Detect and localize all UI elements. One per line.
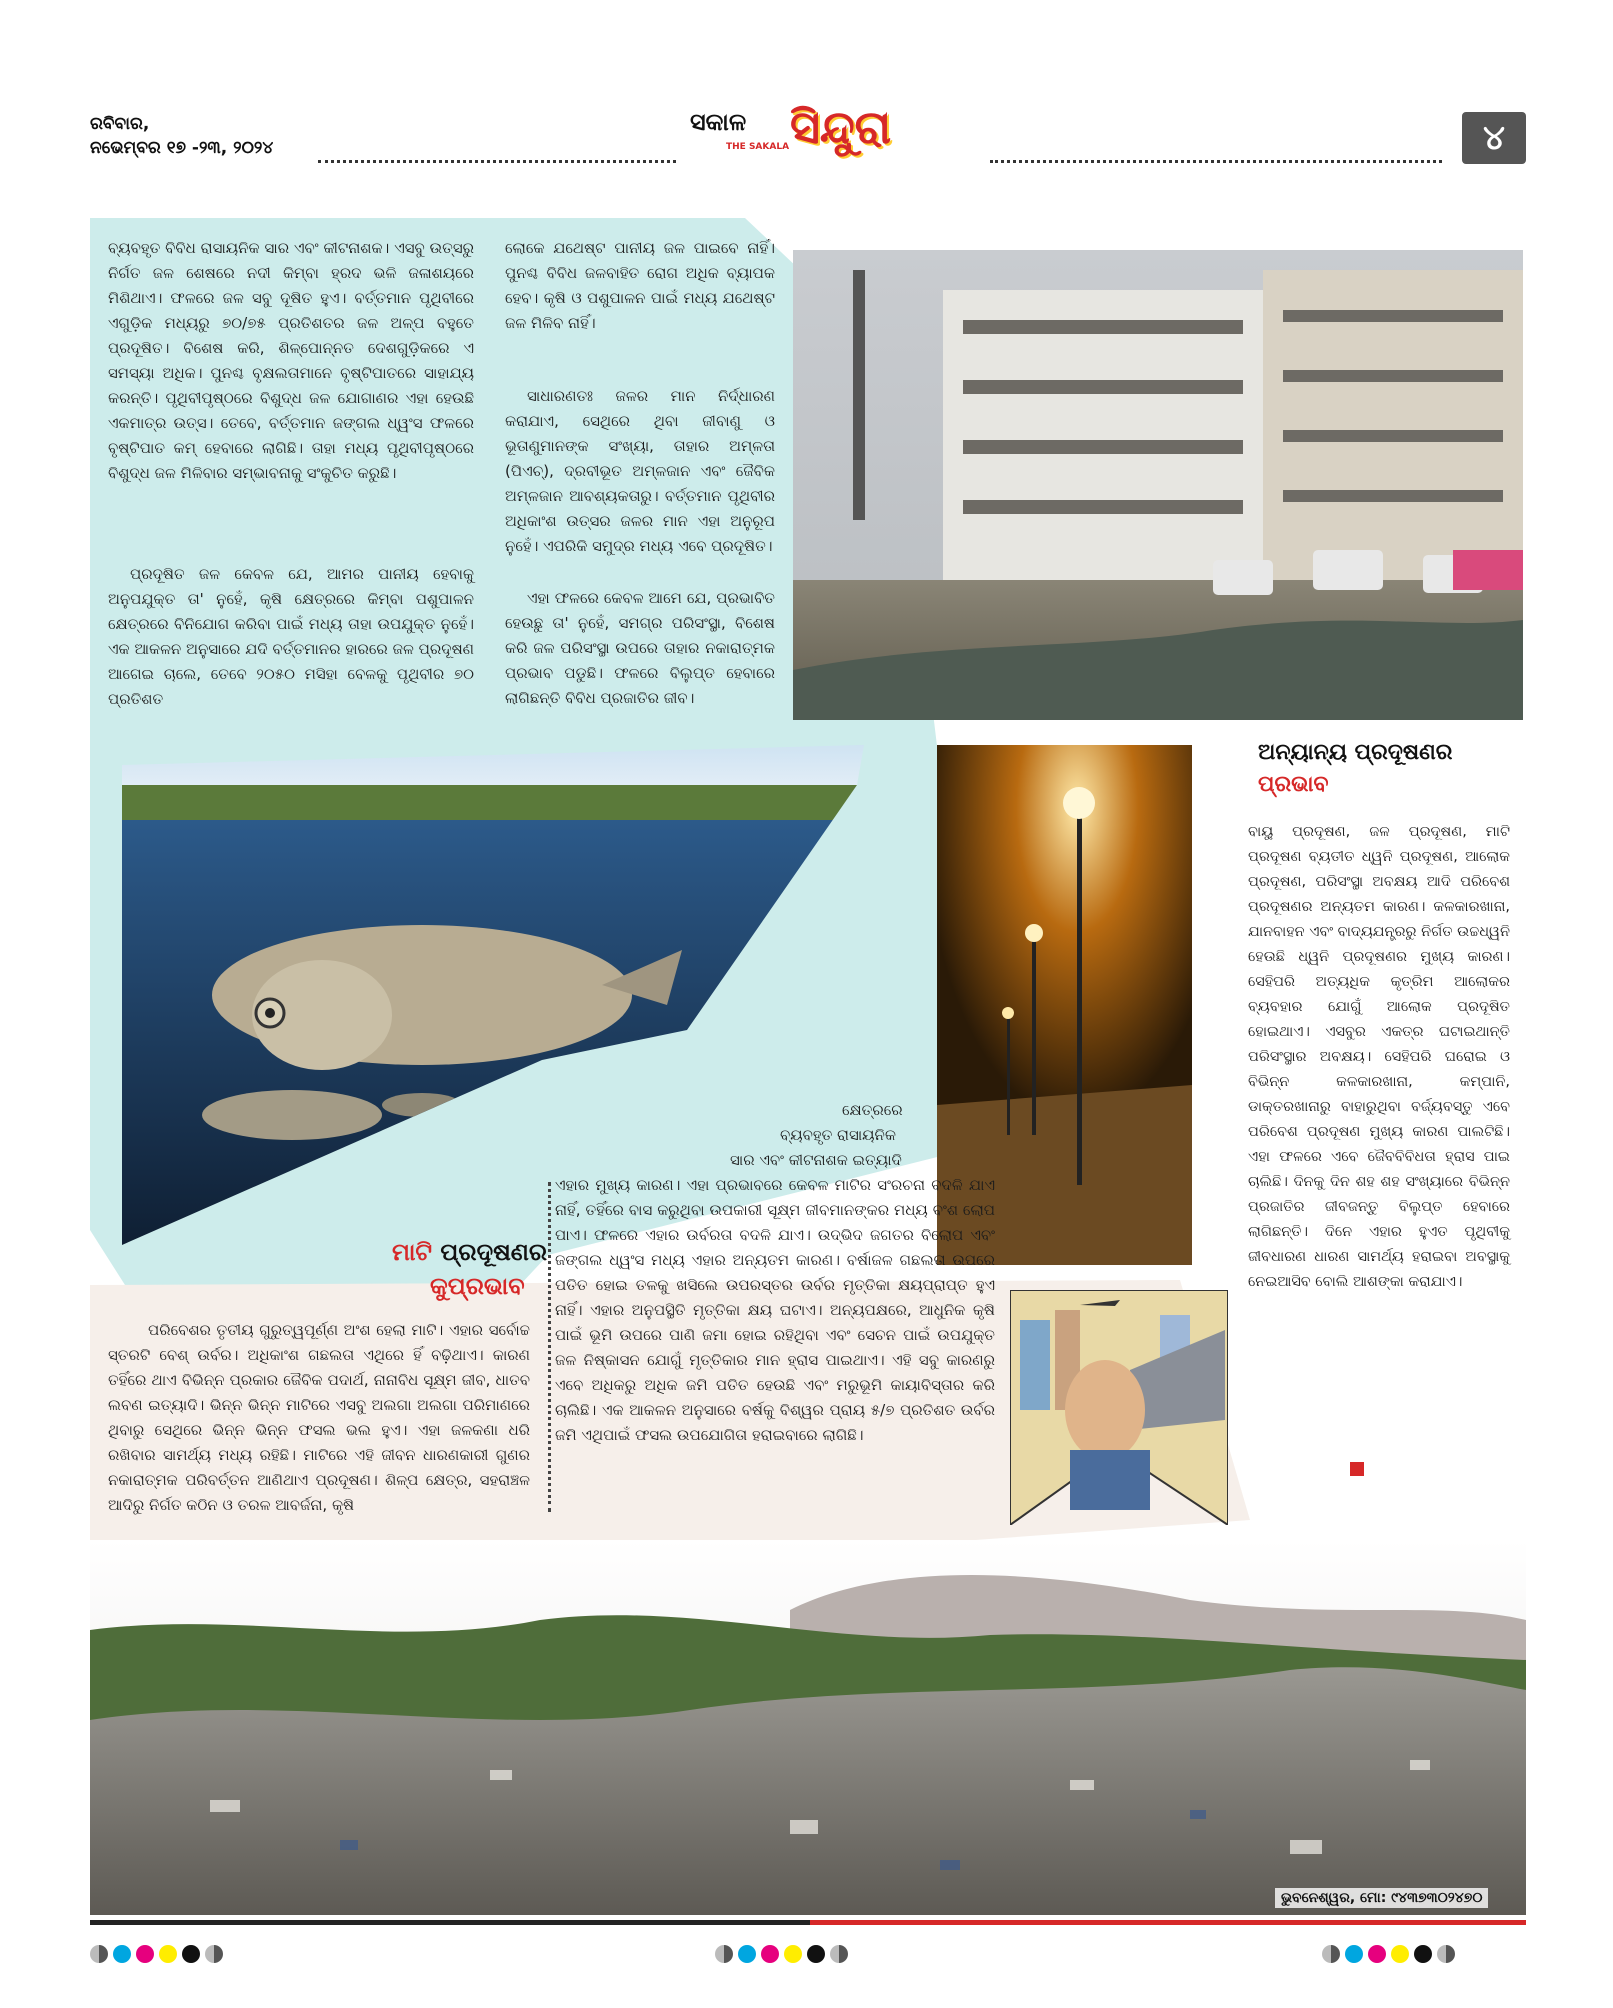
byline: ଭୁବନେଶ୍ୱର, ମୋ: ୯୪୩୭୩୦୨୪୭୦ <box>1275 1888 1488 1908</box>
mid-line-1: କ୍ଷେତ୍ରରେ <box>842 1101 903 1119</box>
noise-pollution-illustration <box>1010 1290 1228 1525</box>
brand-small-logo: ସକାଳ <box>690 108 747 136</box>
registration-marks-right <box>1322 1945 1460 1967</box>
brand-title: ସିନ୍ଦୁରା <box>790 100 892 154</box>
other-pollution-subheading: ପ୍ରଭାବ <box>1258 772 1329 797</box>
soil-section-rule <box>548 1182 551 1512</box>
mid-line-3: ସାର ଏବଂ କୀଟନାଶକ ଇତ୍ୟାଦି <box>730 1151 902 1169</box>
date-line-1: ରବିବାର, <box>90 114 150 134</box>
mid-line-2: ବ୍ୟବହୃତ ରାସାୟନିକ <box>780 1126 896 1144</box>
col2-paragraph-1: ଲୋକେ ଯଥେଷ୍ଟ ପାନୀୟ ଜଳ ପାଇବେ ନାହିଁ। ପୁନଶ୍ଚ ବିବିଧ ଜଳବାହିତ ରୋଗ ଅଧିକ ବ୍ୟାପକ ହେବ। କୃଷି ଓ ପଶୁପାଳନ ପାଇଁ ମଧ୍ୟ ଯଥେଷ୍ଟ ଜଳ ମିଳିବ ନାହିଁ। <box>505 239 775 332</box>
brand-small-sub: THE SAKALA <box>726 142 790 152</box>
other-pollution-heading: ଅନ୍ୟାନ୍ୟ ପ୍ରଦୂଷଣର <box>1258 740 1453 765</box>
end-mark-icon <box>1350 1462 1364 1476</box>
polluted-street-photo <box>793 250 1523 720</box>
page-number: ୪ <box>1462 112 1526 164</box>
registration-marks-left <box>90 1945 228 1967</box>
col2-paragraph-3: ଏହା ଫଳରେ କେବଳ ଆମେ ଯେ, ପ୍ରଭାବିତ ହେଉଛୁ ତା' ନୁହେଁ, ସମଗ୍ର ପରିସଂସ୍ଥା, ବିଶେଷ କରି ଜଳ ପରିସଂସ୍ଥା ଉପରେ ତାହାର ନକାରାତ୍ମକ ପ୍ରଭାବ ପଡୁଛି। ଫଳରେ ବିଲୁପ୍ତ ହେବାରେ ଲାଗିଛନ୍ତି ବିବିଧ ପ୍ରଜାତିର ଜୀବ। <box>505 589 775 707</box>
soil-subheading: କୁପ୍ରଭାବ <box>430 1272 525 1300</box>
col1-paragraph-1: ବ୍ୟବହୃତ ବିବିଧ ରାସାୟନିକ ସାର ଏବଂ କୀଟନାଶକ। ଏସବୁ ଉତ୍ସରୁ ନିର୍ଗତ ଜଳ ଶେଷରେ ନଦୀ କିମ୍ବା ହ୍ରଦ ଭଳି ଜଳାଶୟରେ ମିଶିଥାଏ। ଫଳରେ ଜଳ ସବୁ ଦୂଷିତ ହୁଏ। ବର୍ତ୍ତମାନ ପୃଥିବୀରେ ଏଗୁଡ଼ିକ ମଧ୍ୟରୁ ୭୦/୭୫ ପ୍ରତିଶତର ଜଳ ଅଳ୍ପ ବହୁତେ ପ୍ରଦୂଷିତ। ବିଶେଷ କରି, ଶିଳ୍ପୋନ୍ନତ ଦେଶଗୁଡ଼ିକରେ ଏ ସମସ୍ୟା ଅଧିକ। ପୁନଶ୍ଚ ବୃକ୍ଷଲତାମାନେ ବୃଷ୍ଟିପାତରେ ସାହାଯ୍ୟ କରନ୍ତି। ପୃଥିବୀପୃଷ୍ଠରେ ବିଶୁଦ୍ଧ ଜଳ ଯୋଗାଣର ଏହା ହେଉଛି ଏକମାତ୍ର ଉତ୍ସ। ତେବେ, ବର୍ତ୍ତମାନ ଜଙ୍ଗଲ ଧ୍ୱଂସ ଫଳରେ ବୃଷ୍ଟିପାତ କମ୍ ହେବାରେ ଲାଗିଛି। ତାହା ମଧ୍ୟ ପୃଥିବୀପୃଷ୍ଠରେ ବିଶୁଦ୍ଧ ଜଳ ମିଳିବାର ସମ୍ଭାବନାକୁ ସଂକୁଚିତ କରୁଛି। <box>108 239 474 482</box>
registration-marks-center <box>715 1945 853 1967</box>
other-pollution-text: ବାୟୁ ପ୍ରଦୂଷଣ, ଜଳ ପ୍ରଦୂଷଣ, ମାଟି ପ୍ରଦୂଷଣ ବ୍ୟତୀତ ଧ୍ୱନି ପ୍ରଦୂଷଣ, ଆଲୋକ ପ୍ରଦୂଷଣ, ପରିସଂସ୍ଥା ଅବକ୍ଷୟ ଆଦି ପରିବେଶ ପ୍ରଦୂଷଣର ଅନ୍ୟତମ କାରଣ। କଳକାରଖାନା, ଯାନବାହନ ଏବଂ ବାଦ୍ୟଯନ୍ତ୍ରରୁ ନିର୍ଗତ ଉଚ୍ଚଧ୍ୱନି ହେଉଛି ଧ୍ୱନି ପ୍ରଦୂଷଣର ମୁଖ୍ୟ କାରଣ। ସେହିପରି ଅତ୍ୟଧିକ କୃତ୍ରିମ ଆଲୋକର ବ୍ୟବହାର ଯୋଗୁଁ ଆଲୋକ ପ୍ରଦୂଷିତ ହୋଇଥାଏ। ଏସବୁର ଏକତ୍ର ଘଟାଇଥାନ୍ତି ପରିସଂସ୍ଥାର ଅବକ୍ଷୟ। ସେହିପରି ଘରୋଇ ଓ ବିଭିନ୍ନ କଳକାରଖାନା, କମ୍ପାନି, ଡାକ୍ତରଖାନାରୁ ବାହାରୁଥିବା ବର୍ଜ୍ୟବସ୍ତୁ ଏବେ ପରିବେଶ ପ୍ରଦୂଷଣ ମୁଖ୍ୟ କାରଣ ପାଲଟିଛି। ଏହା ଫଳରେ ଏବେ ଜୈବବିବିଧତା ହ୍ରାସ ପାଇ ଚାଲିଛି। ଦିନକୁ ଦିନ ଶହ ଶହ ସଂଖ୍ୟାରେ ବିଭିନ୍ନ ପ୍ରଜାତିର ଜୀବଜନ୍ତୁ ବିଲୁପ୍ତ ହେବାରେ ଲାଗିଛନ୍ତି। ଦିନେ ଏହାର ହୁଏତ ପୃଥିବୀକୁ ଜୀବଧାରଣ ଧାରଣ ସାମର୍ଥ୍ୟ ହରାଇବା ଅବସ୍ଥାକୁ ନେଇଆସିବ ବୋଲି ଆଶଙ୍କା କରାଯାଏ। <box>1248 824 1510 1290</box>
soil-heading-black: ପ୍ରଦୂଷଣର <box>440 1238 548 1266</box>
soil-text: ପରିବେଶର ତୃତୀୟ ଗୁରୁତ୍ୱପୂର୍ଣ୍ଣ ଅଂଶ ହେଲା ମାଟି। ଏହାର ସର୍ବୋଚ୍ଚ ସ୍ତରଟି ବେଶ୍ ଉର୍ବର। ଅଧିକାଂଶ ଗଛଲତା ଏଥିରେ ହିଁ ବଢ଼ିଥାଏ। କାରଣ ତହିଁରେ ଥାଏ ବିଭିନ୍ନ ପ୍ରକାର ଜୈବିକ ପଦାର୍ଥ, ନାନାବିଧ ସୂକ୍ଷ୍ମ ଜୀବ, ଧାତବ ଲବଣ ଇତ୍ୟାଦି। ଭିନ୍ନ ଭିନ୍ନ ମାଟିରେ ଏସବୁ ଅଲଗା ଅଲଗା ପରିମାଣରେ ଥିବାରୁ ସେଥିରେ ଭିନ୍ନ ଭିନ୍ନ ଫସଲ ଭଲ ହୁଏ। ଏହା ଜଳକଣା ଧରି ରଖିବାର ସାମର୍ଥ୍ୟ ମଧ୍ୟ ରହିଛି। ମାଟିରେ ଏହି ଜୀବନ ଧାରଣକାରୀ ଗୁଣର ନକାରାତ୍ମକ ପରିବର୍ତ୍ତନ ଆଣିଥାଏ ପ୍ରଦୂଷଣ। ଶିଳ୍ପ କ୍ଷେତ୍ର, ସହରାଞ୍ଚଳ ଆଦିରୁ ନିର୍ଗତ କଠିନ ଓ ତରଳ ଆବର୍ଜନା, କୃଷି <box>108 1321 530 1514</box>
footer-bar-dark <box>90 1920 810 1925</box>
garbage-landfill-photo <box>90 1540 1526 1915</box>
col2-paragraph-2: ସାଧାରଣତଃ ଜଳର ମାନ ନିର୍ଦ୍ଧାରଣ କରାଯାଏ, ସେଥିରେ ଥିବା ଜୀବାଣୁ ଓ ଭୂତାଣୁମାନଙ୍କ ସଂଖ୍ୟା, ତାହାର ଅମ୍ଳତା (ପିଏଚ୍), ଦ୍ରବୀଭୂତ ଅମ୍ଳଜାନ ଏବଂ ଜୈବିକ ଅମ୍ଳଜାନ ଆବଶ୍ୟକତାରୁ। ବର୍ତ୍ତମାନ ପୃଥିବୀର ଅଧିକାଂଶ ଉତ୍ସର ଜଳର ମାନ ଏହା ଅନୁରୂପ ନୁହେଁ। ଏପରିକି ସମୁଦ୍ର ମଧ୍ୟ ଏବେ ପ୍ରଦୂଷିତ। <box>505 387 775 555</box>
soil-heading <box>392 1238 547 1266</box>
mid-text: ଏହାର ମୁଖ୍ୟ କାରଣ। ଏହା ପ୍ରଭାବରେ କେବଳ ମାଟିର ସଂରଚନା ବଦଳି ଯାଏ ନାହିଁ, ତହିଁରେ ବାସ କରୁଥିବା ଉପକାରୀ ସୂକ୍ଷ୍ମ ଜୀବମାନଙ୍କର ମଧ୍ୟ ବଂଶ ଲୋପ ପାଏ। ଫଳରେ ଏହାର ଉର୍ବରତା ବଦଳି ଯାଏ। ଉଦ୍ଭିଦ ଜଗତର ବିଲୋପ ଏବଂ ଜଙ୍ଗଲ ଧ୍ୱଂସ ମଧ୍ୟ ଏହାର ଅନ୍ୟତମ କାରଣ। ବର୍ଷାଜଳ ଗଛଲତା ଉପରେ ପତିତ ହୋଇ ତଳକୁ ଖସିଲେ ଉପରସ୍ତର ଉର୍ବର ମୃତ୍ତିକା କ୍ଷୟପ୍ରାପ୍ତ ହୁଏ ନାହିଁ। ଏହାର ଅନୁପସ୍ଥିତି ମୃତ୍ତିକା କ୍ଷୟ ଘଟାଏ। ଅନ୍ୟପକ୍ଷରେ, ଆଧୁନିକ କୃଷି ପାଇଁ ଭୂମି ଉପରେ ପାଣି ଜମା ହୋଇ ରହିଥିବା ଏବଂ ସେଚନ ପାଇଁ ଉପଯୁକ୍ତ ଜଳ ନିଷ୍କାସନ ଯୋଗୁଁ ମୃତ୍ତିକାର ମାନ ହ୍ରାସ ପାଇଥାଏ। ଏହି ସବୁ କାରଣରୁ ଏବେ ଅଧିକରୁ ଅଧିକ ଜମି ପତିତ ହେଉଛି ଏବଂ ମରୁଭୂମି କାୟାବିସ୍ତାର କରି ଚାଲିଛି। ଏକ ଆକଳନ ଅନୁସାରେ ବର୍ଷକୁ ବିଶ୍ୱର ପ୍ରାୟ ୫/୭ ପ୍ରତିଶତ ଉର୍ବର ଜମି ଏଥିପାଇଁ ଫସଲ ଉପଯୋଗିତା ହରାଇବାରେ ଲାଗିଛି। <box>555 1176 995 1444</box>
soil-heading-red: ମାଟି <box>392 1238 433 1266</box>
col1-paragraph-2: ପ୍ରଦୂଷିତ ଜଳ କେବଳ ଯେ, ଆମର ପାନୀୟ ହେବାକୁ ଅନୁପଯୁକ୍ତ ତା' ନୁହେଁ, କୃଷି କ୍ଷେତ୍ରରେ କିମ୍ବା ପଶୁପାଳନ କ୍ଷେତ୍ରରେ ବିନିଯୋଗ କରିବା ପାଇଁ ମଧ୍ୟ ତାହା ଉପଯୁକ୍ତ ନୁହେଁ। ଏକ ଆକଳନ ଅନୁସାରେ ଯଦି ବର୍ତ୍ତମାନର ହାରରେ ଜଳ ପ୍ରଦୂଷଣ ଆଗେଇ ଚାଲେ, ତେବେ ୨୦୫୦ ମସିହା ବେଳକୁ ପୃଥିବୀର ୭୦ ପ୍ରତିଶତ <box>108 565 474 708</box>
date-line-2: ନଭେମ୍ବର ୧୭ -୨୩, ୨୦୨୪ <box>90 138 274 158</box>
footer-bar-red <box>810 1920 1526 1925</box>
